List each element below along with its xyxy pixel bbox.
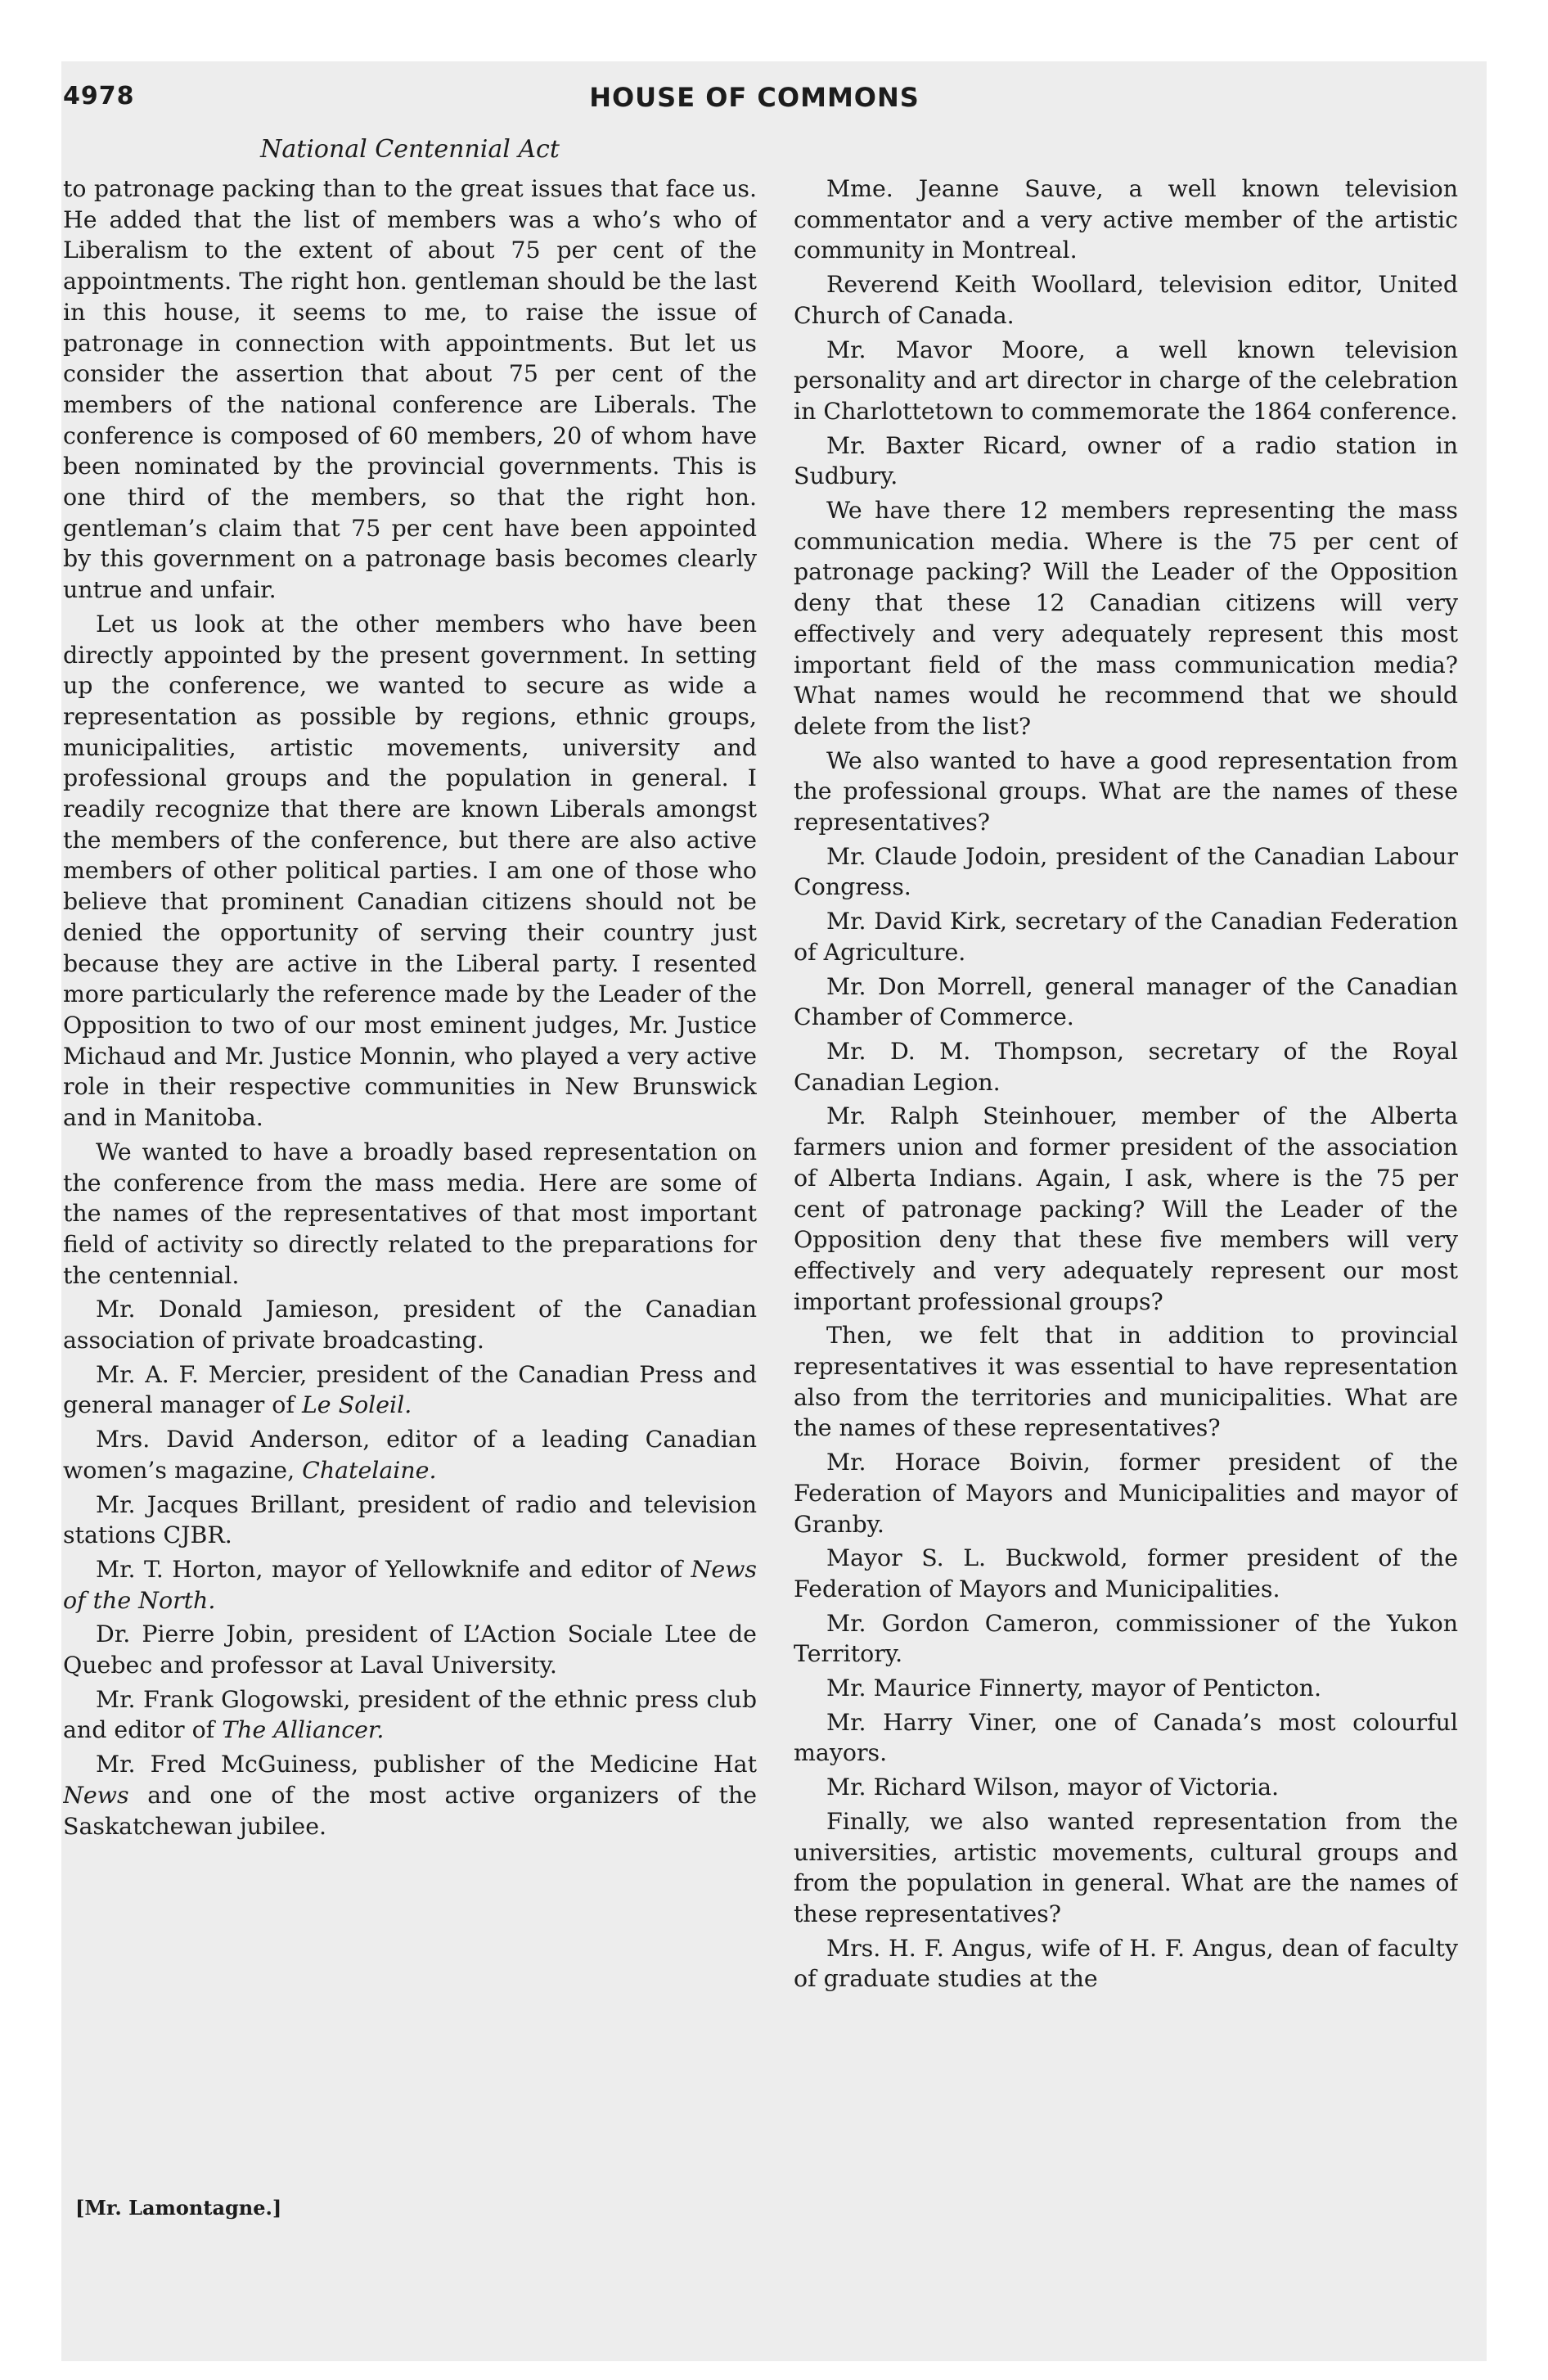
paragraph: [63, 1554, 757, 1616]
paragraph: Then, we felt that in addition to provincial representatives it was essential to have representation also from the territories and municipalities. What are the names of these representatives?: [794, 1322, 1458, 1442]
paragraph: Mme. Jeanne Sauve, a well known television commentator and a very active member of the artistic community in Montreal.: [794, 175, 1458, 264]
text-run: Mr. A. F. Mercier, president of the Canadian Press and general manager of: [63, 1360, 757, 1419]
paragraph: Mr. Jacques Brillant, president of radio and television stations CJBR.: [63, 1490, 757, 1549]
paragraph: We also wanted to have a good representation from the professional groups. What are the names of these representatives?: [794, 746, 1458, 836]
paragraph: Mr. Horace Boivin, former president of the Federation of Mayors and Municipalities and mayor of Granby.: [794, 1449, 1458, 1538]
paragraph: Finally, we also wanted representation from the universities, artistic movements, cultural groups and from the population in general. What are the names of these representatives?: [794, 1807, 1458, 1927]
paragraph: [63, 1359, 757, 1421]
paragraph: Mrs. H. F. Angus, wife of H. F. Angus, dean of faculty of graduate studies at the: [794, 1934, 1458, 1993]
right-column: [794, 174, 1458, 2220]
paragraph: Mr. Ralph Steinhouer, member of the Alberta farmers union and former president of the association of Alberta Indians. Again, I ask, where is the 75 per cent of patronage packing? Will the Leader of the Opposition deny that these five members will very effectively and very adequately represent our most important professional groups?: [794, 1102, 1458, 1315]
paragraph: Mr. David Kirk, secretary of the Canadian Federation of Agriculture.: [794, 908, 1458, 966]
text-run: Mrs. David Anderson, editor of a leading Canadian women’s magazine,: [63, 1426, 757, 1484]
text-run: Mr. Frank Glogowski, president of the ethnic press club and editor of: [63, 1685, 757, 1744]
paragraph: [63, 1749, 757, 1841]
paragraph: Mr. Gordon Cameron, commissioner of the Yukon Territory.: [794, 1609, 1458, 1668]
paragraph: Reverend Keith Woollard, television editor, United Church of Canada.: [794, 271, 1458, 329]
paragraph: Mayor S. L. Buckwold, former president of the Federation of Mayors and Municipalities.: [794, 1544, 1458, 1602]
page-header: [63, 82, 1446, 123]
paragraph: Mr. D. M. Thompson, secretary of the Royal Canadian Legion.: [794, 1037, 1458, 1096]
text-run: Mr. Fred McGuiness, publisher of the Medicine Hat: [96, 1751, 757, 1778]
text-run: and one of the most active organizers of the Saskatchewan jubilee.: [63, 1781, 757, 1840]
page-number: 4978: [63, 82, 135, 110]
speaker-footer: [Mr. Lamontagne.]: [75, 2196, 282, 2220]
paragraph: Let us look at the other members who have been directly appointed by the present government. In setting up the conference, we wanted to secure as wide a representation as possible by regions, ethnic groups, municipalities, artistic movements, university and professional groups and the population in general. I readily recognize that there are known Liberals amongst the members of the conference, but there are also active members of other political parties. I am one of those who believe that prominent Canadian citizens should not be denied the opportunity of serving their country just because they are active in the Liberal party. I resented more particularly the reference made by the Leader of the Opposition to two of our most eminent judges, Mr. Justice Michaud and Mr. Justice Monnin, who played a very active role in their respective communities in New Brunswick and in Manitoba.: [63, 610, 757, 1132]
publication-title: The Alliancer.: [222, 1716, 385, 1744]
publication-title: News of the North.: [63, 1555, 757, 1614]
text-run: Mr. T. Horton, mayor of Yellowknife and editor of: [96, 1555, 683, 1583]
paragraph: Mr. Baxter Ricard, owner of a radio station in Sudbury.: [794, 431, 1458, 490]
paragraph: Mr. Maurice Finnerty, mayor of Penticton.: [826, 1675, 1321, 1702]
publication-title: Chatelaine.: [302, 1456, 437, 1484]
paragraph: Mr. Richard Wilson, mayor of Victoria.: [826, 1774, 1280, 1801]
paragraph: to patronage packing than to the great issues that face us. He added that the list of members was a who’s who of Liberalism to the extent of about 75 per cent of the appointments. The right hon. gentleman should be the last in this house, it seems to me, to raise the issue of patronage in connection with appointments. But let us consider the assertion that about 75 per cent of the members of the national conference are Liberals. The conference is composed of 60 members, 20 of whom have been nominated by the provincial governments. This is one third of the members, so that the right hon. gentleman’s claim that 75 per cent have been appointed by this government on a patronage basis becomes clearly untrue and unfair.: [63, 175, 757, 604]
paragraph: [63, 1684, 757, 1746]
publication-title: News: [63, 1781, 129, 1809]
running-head: HOUSE OF COMMONS: [589, 82, 920, 113]
publication-title: Le Soleil.: [301, 1391, 412, 1419]
section-subhead: National Centennial Act: [260, 135, 560, 164]
paragraph: Dr. Pierre Jobin, president of L’Action Sociale Ltee de Quebec and professor at Laval University.: [63, 1620, 757, 1679]
paragraph: We have there 12 members representing the mass communication media. Where is the 75 per cent of patronage packing? Will the Leader of the Opposition deny that these 12 Canadian citizens will very effectively and very adequately represent this most important field of the mass communication media? What names would he recommend that we should delete from the list?: [794, 497, 1458, 740]
paragraph: Mr. Harry Viner, one of Canada’s most colourful mayors.: [794, 1708, 1458, 1767]
paragraph: Mr. Mavor Moore, a well known television personality and art director in charge of the celebration in Charlottetown to commemorate the 1864 conference.: [794, 336, 1458, 425]
paragraph: Mr. Donald Jamieson, president of the Canadian association of private broadcasting.: [63, 1296, 757, 1355]
left-column: [63, 174, 757, 2220]
paragraph: Mr. Claude Jodoin, president of the Canadian Labour Congress.: [794, 842, 1458, 901]
paragraph: [63, 1424, 757, 1485]
paragraph: We wanted to have a broadly based representation on the conference from the mass media. Here are some of the names of the representatives of that most important field of activity so directly related to the preparations for the centennial.: [63, 1138, 757, 1289]
paragraph: Mr. Don Morrell, general manager of the Canadian Chamber of Commerce.: [794, 972, 1458, 1031]
